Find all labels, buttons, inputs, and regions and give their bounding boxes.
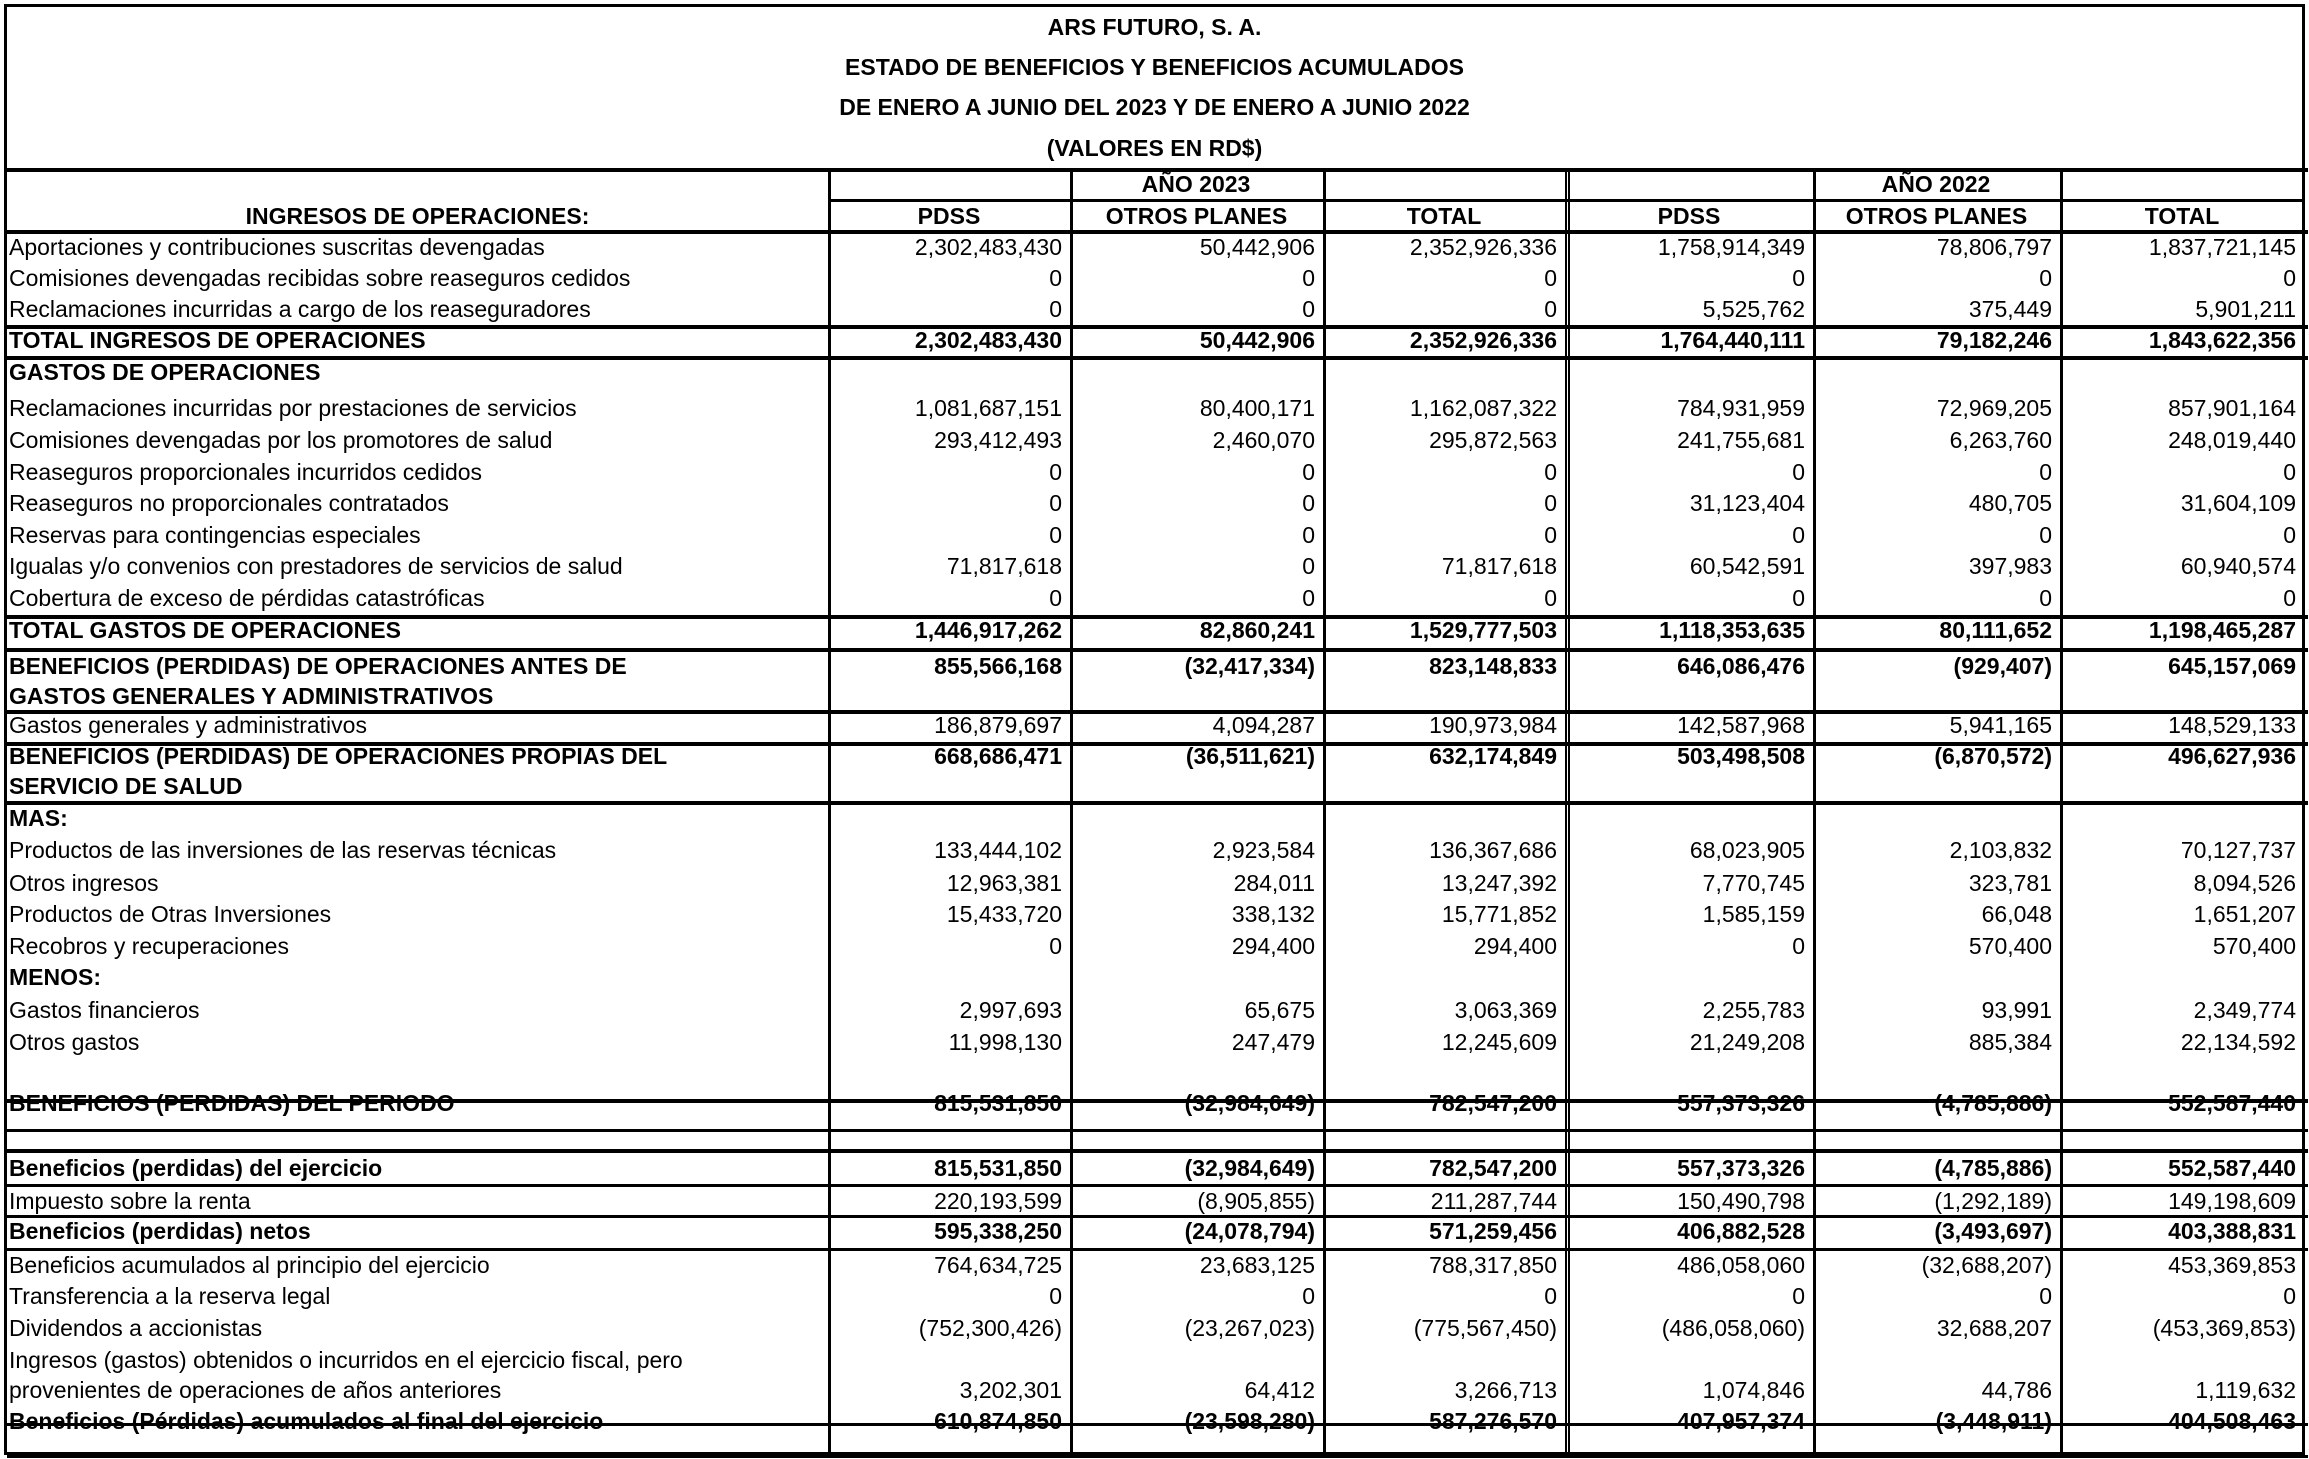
row-value: 71,817,618 — [946, 553, 1062, 579]
row-value: 406,882,528 — [1677, 1218, 1805, 1244]
row-value: (3,493,697) — [1934, 1218, 2052, 1244]
row-value: 1,843,622,356 — [2148, 327, 2296, 353]
row-value: 3,063,369 — [1454, 997, 1557, 1023]
row-value: 0 — [1544, 459, 1557, 485]
row-label-continued: SERVICIO DE SALUD — [9, 773, 243, 799]
row-value: (6,870,572) — [1934, 743, 2052, 769]
row-value: 0 — [2039, 522, 2052, 548]
row-value: (23,598,280) — [1184, 1408, 1315, 1434]
row-value: 31,123,404 — [1689, 490, 1805, 516]
row-value: (32,984,649) — [1184, 1155, 1315, 1181]
row-value: 855,566,168 — [934, 653, 1062, 679]
row-value: 248,019,440 — [2168, 427, 2296, 453]
row-value: 80,111,652 — [1939, 617, 2052, 643]
row-value: 552,587,440 — [2168, 1155, 2296, 1181]
row-value: 7,770,745 — [1702, 870, 1805, 896]
row-value: 0 — [2039, 265, 2052, 291]
row-value: 403,388,831 — [2168, 1218, 2296, 1244]
company-title: ARS FUTURO, S. A. — [1047, 14, 1262, 40]
row-value: (775,567,450) — [1413, 1315, 1557, 1341]
row-label: Reaseguros proporcionales incurridos cedidos — [9, 459, 483, 485]
row-value: 823,148,833 — [1429, 653, 1557, 679]
row-value: 764,634,725 — [934, 1252, 1062, 1278]
row-label: Impuesto sobre la renta — [9, 1188, 251, 1214]
units-title: (VALORES EN RD$) — [1046, 135, 1263, 161]
row-value: 557,373,326 — [1677, 1155, 1805, 1181]
row-value: (32,688,207) — [1921, 1252, 2052, 1278]
row-value: 6,263,760 — [1949, 427, 2052, 453]
row-label: Otros gastos — [9, 1029, 140, 1055]
row-value: 2,997,693 — [959, 997, 1062, 1023]
rule-horizontal — [7, 1129, 2308, 1132]
row-value: 323,781 — [1968, 870, 2052, 896]
row-label: Otros ingresos — [9, 870, 159, 896]
row-value: (32,984,649) — [1184, 1090, 1315, 1116]
row-value: 407,957,374 — [1677, 1408, 1805, 1434]
row-value: (453,369,853) — [2152, 1315, 2296, 1341]
row-value: (32,417,334) — [1184, 653, 1315, 679]
row-value: 22,134,592 — [2180, 1029, 2296, 1055]
row-value: 0 — [1049, 490, 1062, 516]
column-header-4: OTROS PLANES — [1845, 203, 2028, 229]
row-value: 211,287,744 — [1430, 1188, 1557, 1214]
row-value: 294,400 — [1231, 933, 1315, 959]
row-value: 646,086,476 — [1677, 653, 1805, 679]
row-value: 142,587,968 — [1677, 712, 1805, 738]
row-value: 782,547,200 — [1429, 1090, 1557, 1116]
row-value: 190,973,984 — [1429, 712, 1557, 738]
row-label: Igualas y/o convenios con prestadores de servicios de salud — [9, 553, 623, 579]
row-value: 71,817,618 — [1441, 553, 1557, 579]
row-label-continued: provenientes de operaciones de años anteriores — [9, 1377, 502, 1403]
section-label-ingresos: INGRESOS DE OPERACIONES: — [245, 203, 590, 229]
row-value: 480,705 — [1968, 490, 2052, 516]
row-label: Transferencia a la reserva legal — [9, 1283, 331, 1309]
row-value: 397,983 — [1968, 553, 2052, 579]
row-label: Reclamaciones incurridas a cargo de los reaseguradores — [9, 296, 591, 322]
row-label: Gastos generales y administrativos — [9, 712, 367, 738]
row-value: 65,675 — [1244, 997, 1315, 1023]
row-value: 0 — [1792, 522, 1805, 548]
row-value: 1,758,914,349 — [1657, 234, 1805, 260]
row-value: 1,118,353,635 — [1659, 617, 1805, 643]
row-value: 12,245,609 — [1441, 1029, 1557, 1055]
row-label: BENEFICIOS (PERDIDAS) DE OPERACIONES ANTES DE — [9, 653, 627, 679]
row-value: 0 — [1049, 522, 1062, 548]
row-value: 31,604,109 — [2180, 490, 2296, 516]
row-value: 2,349,774 — [2193, 997, 2296, 1023]
row-value: 784,931,959 — [1677, 395, 1805, 421]
row-label: MAS: — [9, 805, 68, 831]
row-value: 293,412,493 — [934, 427, 1062, 453]
row-value: (36,511,621) — [1185, 743, 1315, 769]
row-value: 788,317,850 — [1429, 1252, 1557, 1278]
statement-title: ESTADO DE BENEFICIOS Y BENEFICIOS ACUMULADOS — [845, 54, 1464, 80]
row-label-continued: GASTOS GENERALES Y ADMINISTRATIVOS — [9, 683, 494, 709]
row-label: Beneficios acumulados al principio del ejercicio — [9, 1252, 490, 1278]
row-value: 294,400 — [1473, 933, 1557, 959]
row-value: (4,785,886) — [1934, 1090, 2052, 1116]
row-value: 64,412 — [1244, 1377, 1315, 1403]
row-value: 0 — [1049, 459, 1062, 485]
year-2022-header: AÑO 2022 — [1881, 171, 1991, 197]
row-value: 0 — [1544, 1283, 1557, 1309]
row-value: 44,786 — [1981, 1377, 2052, 1403]
row-value: 21,249,208 — [1689, 1029, 1805, 1055]
row-value: 0 — [1792, 585, 1805, 611]
row-value: 0 — [2039, 585, 2052, 611]
row-value: (929,407) — [1953, 653, 2052, 679]
row-value: 23,683,125 — [1199, 1252, 1315, 1278]
row-value: 295,872,563 — [1429, 427, 1557, 453]
row-value: 186,879,697 — [934, 712, 1062, 738]
row-value: 60,542,591 — [1689, 553, 1805, 579]
row-value: 150,490,798 — [1677, 1188, 1805, 1214]
row-value: (3,448,911) — [1935, 1408, 2052, 1434]
row-value: 12,963,381 — [946, 870, 1062, 896]
row-value: 1,529,777,503 — [1409, 617, 1557, 643]
row-value: 632,174,849 — [1429, 743, 1557, 769]
row-value: 0 — [1049, 296, 1062, 322]
row-label: Reclamaciones incurridas por prestaciones de servicios — [9, 395, 577, 421]
row-value: 50,442,906 — [1199, 327, 1315, 353]
column-header-0: PDSS — [917, 203, 981, 229]
row-value: 668,686,471 — [934, 743, 1062, 769]
row-value: 5,941,165 — [1949, 712, 2052, 738]
row-value: 1,446,917,262 — [914, 617, 1062, 643]
row-value: 1,764,440,111 — [1660, 327, 1805, 353]
row-value: 133,444,102 — [934, 837, 1062, 863]
row-value: 0 — [1302, 490, 1315, 516]
row-label: Aportaciones y contribuciones suscritas devengadas — [9, 234, 545, 260]
row-label: Comisiones devengadas por los promotores de salud — [9, 427, 553, 453]
row-value: 0 — [2283, 265, 2296, 291]
row-value: 220,193,599 — [934, 1188, 1062, 1214]
row-value: (752,300,426) — [918, 1315, 1062, 1341]
row-value: 453,369,853 — [2168, 1252, 2296, 1278]
row-value: 0 — [2039, 459, 2052, 485]
row-value: 885,384 — [1968, 1029, 2052, 1055]
row-value: 857,901,164 — [2168, 395, 2296, 421]
row-value: 815,531,850 — [934, 1090, 1062, 1116]
row-label: BENEFICIOS (PERDIDAS) DEL PERIODO — [9, 1090, 455, 1116]
row-label: BENEFICIOS (PERDIDAS) DE OPERACIONES PROPIAS DEL — [9, 743, 668, 769]
row-value: 0 — [2039, 1283, 2052, 1309]
row-label: Recobros y recuperaciones — [9, 933, 289, 959]
row-value: 2,302,483,430 — [914, 327, 1062, 353]
row-value: 3,266,713 — [1454, 1377, 1557, 1403]
column-header-1: OTROS PLANES — [1105, 203, 1288, 229]
row-value: 0 — [1302, 1283, 1315, 1309]
row-value: 1,162,087,322 — [1409, 395, 1557, 421]
row-value: 4,094,287 — [1212, 712, 1315, 738]
row-value: (486,058,060) — [1661, 1315, 1805, 1341]
row-value: 0 — [1544, 522, 1557, 548]
column-header-2: TOTAL — [1406, 203, 1482, 229]
row-value: 5,525,762 — [1702, 296, 1805, 322]
row-value: 0 — [2283, 522, 2296, 548]
row-value: 557,373,326 — [1677, 1090, 1805, 1116]
row-value: 552,587,440 — [2168, 1090, 2296, 1116]
row-value: 284,011 — [1233, 870, 1315, 896]
row-label: TOTAL INGRESOS DE OPERACIONES — [9, 327, 426, 353]
row-label: Cobertura de exceso de pérdidas catastróficas — [9, 585, 485, 611]
row-value: 375,449 — [1968, 296, 2052, 322]
row-value: 570,400 — [1968, 933, 2052, 959]
row-value: 0 — [1302, 459, 1315, 485]
rule-horizontal — [7, 1455, 2308, 1458]
row-value: 503,498,508 — [1677, 743, 1805, 769]
row-value: 0 — [1544, 490, 1557, 516]
row-value: 0 — [1302, 296, 1315, 322]
row-value: 610,874,850 — [934, 1408, 1062, 1434]
row-value: 79,182,246 — [1936, 327, 2052, 353]
row-value: 8,094,526 — [2193, 870, 2296, 896]
row-value: 2,255,783 — [1702, 997, 1805, 1023]
row-value: 82,860,241 — [1199, 617, 1315, 643]
row-value: 15,771,852 — [1441, 901, 1557, 927]
row-value: 70,127,737 — [2180, 837, 2296, 863]
row-value: 241,755,681 — [1677, 427, 1805, 453]
row-value: 571,259,456 — [1429, 1218, 1557, 1244]
row-value: 13,247,392 — [1441, 870, 1557, 896]
row-value: 0 — [2283, 585, 2296, 611]
row-value: 93,991 — [1981, 997, 2052, 1023]
row-value: 0 — [1049, 265, 1062, 291]
row-value: (1,292,189) — [1934, 1188, 2052, 1214]
row-label: Gastos financieros — [9, 997, 200, 1023]
row-value: 0 — [1792, 459, 1805, 485]
row-value: 0 — [2283, 459, 2296, 485]
row-value: 68,023,905 — [1689, 837, 1805, 863]
financial-statement-sheet — [4, 4, 2305, 1455]
row-label: Productos de las inversiones de las reservas técnicas — [9, 837, 557, 863]
row-value: 3,202,301 — [959, 1377, 1062, 1403]
row-value: 5,901,211 — [2195, 296, 2296, 322]
row-value: 1,585,159 — [1702, 901, 1805, 927]
row-value: 72,969,205 — [1936, 395, 2052, 421]
row-value: 1,198,465,287 — [2148, 617, 2296, 643]
row-value: 486,058,060 — [1677, 1252, 1805, 1278]
row-value: 50,442,906 — [1199, 234, 1315, 260]
row-value: 2,302,483,430 — [914, 234, 1062, 260]
row-value: 2,352,926,336 — [1409, 327, 1557, 353]
row-value: 0 — [1302, 553, 1315, 579]
row-value: 587,276,570 — [1429, 1408, 1557, 1434]
row-value: 136,367,686 — [1429, 837, 1557, 863]
row-value: 1,651,207 — [2193, 901, 2296, 927]
row-value: 782,547,200 — [1429, 1155, 1557, 1181]
row-value: 32,688,207 — [1936, 1315, 2052, 1341]
row-value: 66,048 — [1981, 901, 2052, 927]
row-value: 645,157,069 — [2168, 653, 2296, 679]
row-label: MENOS: — [9, 964, 101, 990]
row-value: (8,905,855) — [1197, 1188, 1315, 1214]
row-value: 338,132 — [1231, 901, 1315, 927]
row-value: 0 — [1792, 265, 1805, 291]
row-value: 0 — [2283, 1283, 2296, 1309]
row-value: (23,267,023) — [1184, 1315, 1315, 1341]
year-2023-header: AÑO 2023 — [1141, 171, 1251, 197]
row-value: 2,352,926,336 — [1409, 234, 1557, 260]
column-header-5: TOTAL — [2144, 203, 2220, 229]
row-value: 60,940,574 — [2180, 553, 2296, 579]
row-value: 0 — [1302, 522, 1315, 548]
row-label: Comisiones devengadas recibidas sobre reaseguros cedidos — [9, 265, 631, 291]
row-value: 570,400 — [2212, 933, 2296, 959]
row-value: 404,508,463 — [2168, 1408, 2296, 1434]
row-value: 0 — [1792, 933, 1805, 959]
row-value: 815,531,850 — [934, 1155, 1062, 1181]
period-title: DE ENERO A JUNIO DEL 2023 Y DE ENERO A JUNIO 2022 — [839, 94, 1470, 120]
row-label: Productos de Otras Inversiones — [9, 901, 332, 927]
row-label: GASTOS DE OPERACIONES — [9, 359, 321, 385]
row-value: 2,923,584 — [1212, 837, 1315, 863]
row-value: 1,119,632 — [2195, 1377, 2296, 1403]
row-value: 247,479 — [1231, 1029, 1315, 1055]
row-value: 0 — [1302, 585, 1315, 611]
row-value: 0 — [1049, 1283, 1062, 1309]
row-value: 1,837,721,145 — [2148, 234, 2296, 260]
row-value: 0 — [1544, 265, 1557, 291]
row-value: 595,338,250 — [934, 1218, 1062, 1244]
row-value: 0 — [1049, 933, 1062, 959]
row-value: 0 — [1544, 585, 1557, 611]
row-value: 0 — [1049, 585, 1062, 611]
row-label: Beneficios (perdidas) del ejercicio — [9, 1155, 383, 1181]
row-label: Reservas para contingencias especiales — [9, 522, 421, 548]
row-value: 1,081,687,151 — [914, 395, 1062, 421]
row-value: 2,460,070 — [1212, 427, 1315, 453]
row-value: 496,627,936 — [2168, 743, 2296, 769]
row-value: 11,998,130 — [948, 1029, 1062, 1055]
column-header-3: PDSS — [1657, 203, 1721, 229]
row-label: Beneficios (perdidas) netos — [9, 1218, 311, 1244]
row-label: TOTAL GASTOS DE OPERACIONES — [9, 617, 401, 643]
row-value: 15,433,720 — [946, 901, 1062, 927]
row-value: (24,078,794) — [1184, 1218, 1315, 1244]
row-label: Beneficios (Pérdidas) acumulados al final del ejercicio — [9, 1408, 604, 1434]
row-label: Reaseguros no proporcionales contratados — [9, 490, 449, 516]
row-value: 1,074,846 — [1702, 1377, 1805, 1403]
row-value: 2,103,832 — [1949, 837, 2052, 863]
row-value: 0 — [1544, 296, 1557, 322]
row-value: 78,806,797 — [1936, 234, 2052, 260]
row-label: Dividendos a accionistas — [9, 1315, 263, 1341]
row-value: 148,529,133 — [2168, 712, 2296, 738]
row-label: Ingresos (gastos) obtenidos o incurridos en el ejercicio fiscal, pero — [9, 1347, 683, 1373]
row-value: 149,198,609 — [2168, 1188, 2296, 1214]
row-value: 80,400,171 — [1199, 395, 1315, 421]
row-value: 0 — [1302, 265, 1315, 291]
row-value: (4,785,886) — [1934, 1155, 2052, 1181]
row-value: 0 — [1792, 1283, 1805, 1309]
